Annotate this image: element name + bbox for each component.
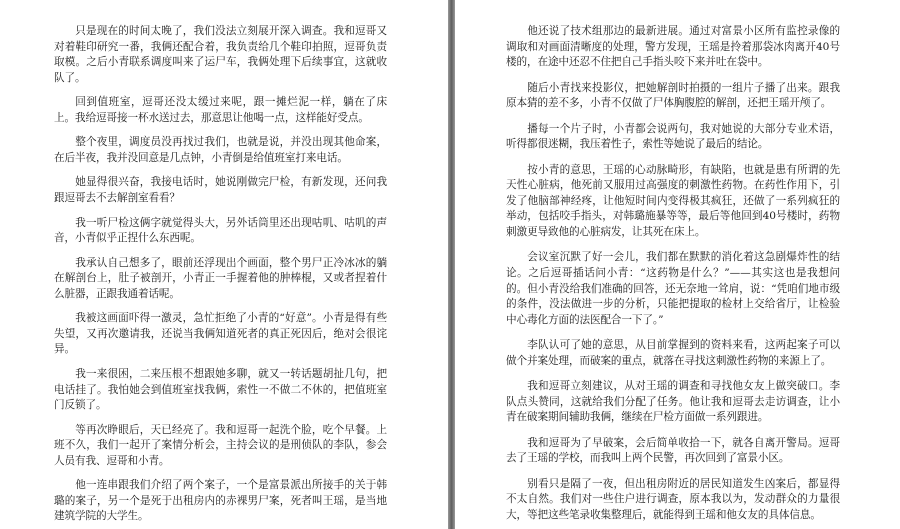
left-paragraph-4: 她显得很兴奋，我接电话时，她说刚做完尸检，有新发现，还问我跟逗哥去不去解剖室看看？ bbox=[54, 176, 387, 205]
right-paragraph-1: 他还说了技术组那边的最新进展。通过对富景小区所有监控录像的调取和对画面清晰度的处理，警方发现，王瑶是拎着那袋冰肉离开40号楼的，在途中还忍不住把自己手指头咬下来并吐在袋中。 bbox=[506, 25, 840, 69]
right-paragraph-7: 我和逗哥立刻建议，从对王瑶的调查和寻找他女友上做突破口。李队点头赞同，这就给我们分配了任务。他让我和逗哥去走访调查，让小青在破案期间辅助我俩，继续在尸检方面做一系列跟进。 bbox=[506, 380, 840, 424]
left-paragraph-8: 我一来很困，二来压根不想跟她多聊，就又一转话题胡扯几句，把电话挂了。我怕她会到值班室找我俩，索性一不做二不休的，把值班室门反锁了。 bbox=[54, 367, 387, 412]
left-paragraph-2: 回到值班室，逗哥还没太缓过来呢，跟一摊烂泥一样，躺在了床上。我给逗哥接一杯水送过去，那意思让他喝一点，这样能好受点。 bbox=[54, 96, 387, 124]
right-paragraph-5: 会议室沉默了好一会儿，我们都在默默的消化着这急剧爆炸性的结论。之后逗哥插话问小青：“这药物是什么？”——其实这也是我想问的。但小青没给我们准确的回答，还无奈地一耸肩，说：“凭咱们地市级的条件，没法做进一步的分析，只能把提取的检材上交给省厅，让检验中心毒化方面的法医配合一下了。” bbox=[506, 251, 840, 326]
left-paragraph-7: 我被这画面吓得一激灵，急忙拒绝了小青的“好意”。小青是得有些失望，又再次邀请我，还说当我俩知道死者的真正死因后，绝对会很诧异。 bbox=[54, 312, 387, 356]
right-paragraph-3: 播每一个片子时，小青都会说两句，我对她说的大部分专业术语，听得都很迷糊，我压着性子，索性等她说了最后的结论。 bbox=[506, 122, 840, 151]
left-paragraph-6: 我承认自己想多了，眼前还浮现出个画面，整个男尸正冷冰冰的躺在解剖台上，肚子被剖开，小青正一手握着他的肿棒棍，又或者捏着什么脏器，正跟我通着话呢。 bbox=[54, 256, 387, 300]
right-paragraph-2: 随后小青找来投影仪，把她解剖时拍摄的一组片子播了出来。跟我原本猜的差不多，小青不仅做了尸体胸腹腔的解剖，还把王瑶开颅了。 bbox=[506, 81, 840, 110]
left-paragraph-5: 我一听尸检这俩字就觉得头大，另外话筒里还出现咕叽、咕叽的声音，小青似乎正捏什么东西呢。 bbox=[54, 216, 387, 245]
right-page bbox=[455, 0, 900, 529]
book-spine-divider bbox=[448, 0, 455, 529]
right-paragraph-9: 别看只是隔了一夜，但出租房附近的居民知道发生凶案后，都显得不太自然。我们对一些住户进行调查，原本我以为，发动群众的力量很大，等把这些笔录收集整理后，就能得到王瑶和他女友的具体信息。 bbox=[506, 477, 840, 521]
left-paragraph-9: 等再次睁眼后，天已经亮了。我和逗哥一起洗个脸，吃个早餐。上班不久，我们一起开了案情分析会，主持会议的是刑侦队的李队，参会人员有我、逗哥和小青。 bbox=[54, 423, 387, 467]
left-paragraph-1: 只是现在的时间太晚了，我们没法立刻展开深入调查。我和逗哥又对着鞋印研究一番，我俩还配合着，我负责给几个鞋印拍照，逗哥负责取模。之后小青联系调度叫来了运尸车，我俩处理下后续事宜，这就收队了。 bbox=[54, 25, 387, 84]
right-paragraph-6: 李队认可了她的意思，从目前掌握到的资料来看，这两起案子可以做个并案处理，而破案的重点，就落在寻找这刺激性药物的来源上了。 bbox=[506, 339, 840, 367]
right-paragraph-4: 按小青的意思，王瑶的心动脉畸形，有缺陷，也就是患有所谓的先天性心脏病，他死前又服用过高强度的刺激性药物。在药性作用下，引发了他脑部神经疼，让他短时间内变得极其疯狂，还做了一系列疯狂的举动，包括咬手指头，对韩璐施暴等等，最后等他回到40号楼时，药物刺激更导致他的心脏病发，让其死在床上。 bbox=[506, 163, 840, 238]
left-page bbox=[0, 0, 448, 529]
right-paragraph-8: 我和逗哥为了早破案，会后简单收拾一下，就各自离开警局。逗哥去了王瑶的学校，而我叫上两个民警，再次回到了富景小区。 bbox=[506, 436, 840, 465]
left-paragraph-10: 他一连串跟我们介绍了两个案子，一个是富景派出所接手的关于韩璐的案子，另一个是死于出租房内的赤裸男尸案，死者叫王瑶，是当地建筑学院的大学生。 bbox=[54, 479, 387, 523]
left-paragraph-3: 整个夜里，调度员没再找过我们，也就是说，并没出现其他命案，在后半夜，我并没回意是几点钟，小青倒是给值班室打来电话。 bbox=[54, 136, 387, 164]
